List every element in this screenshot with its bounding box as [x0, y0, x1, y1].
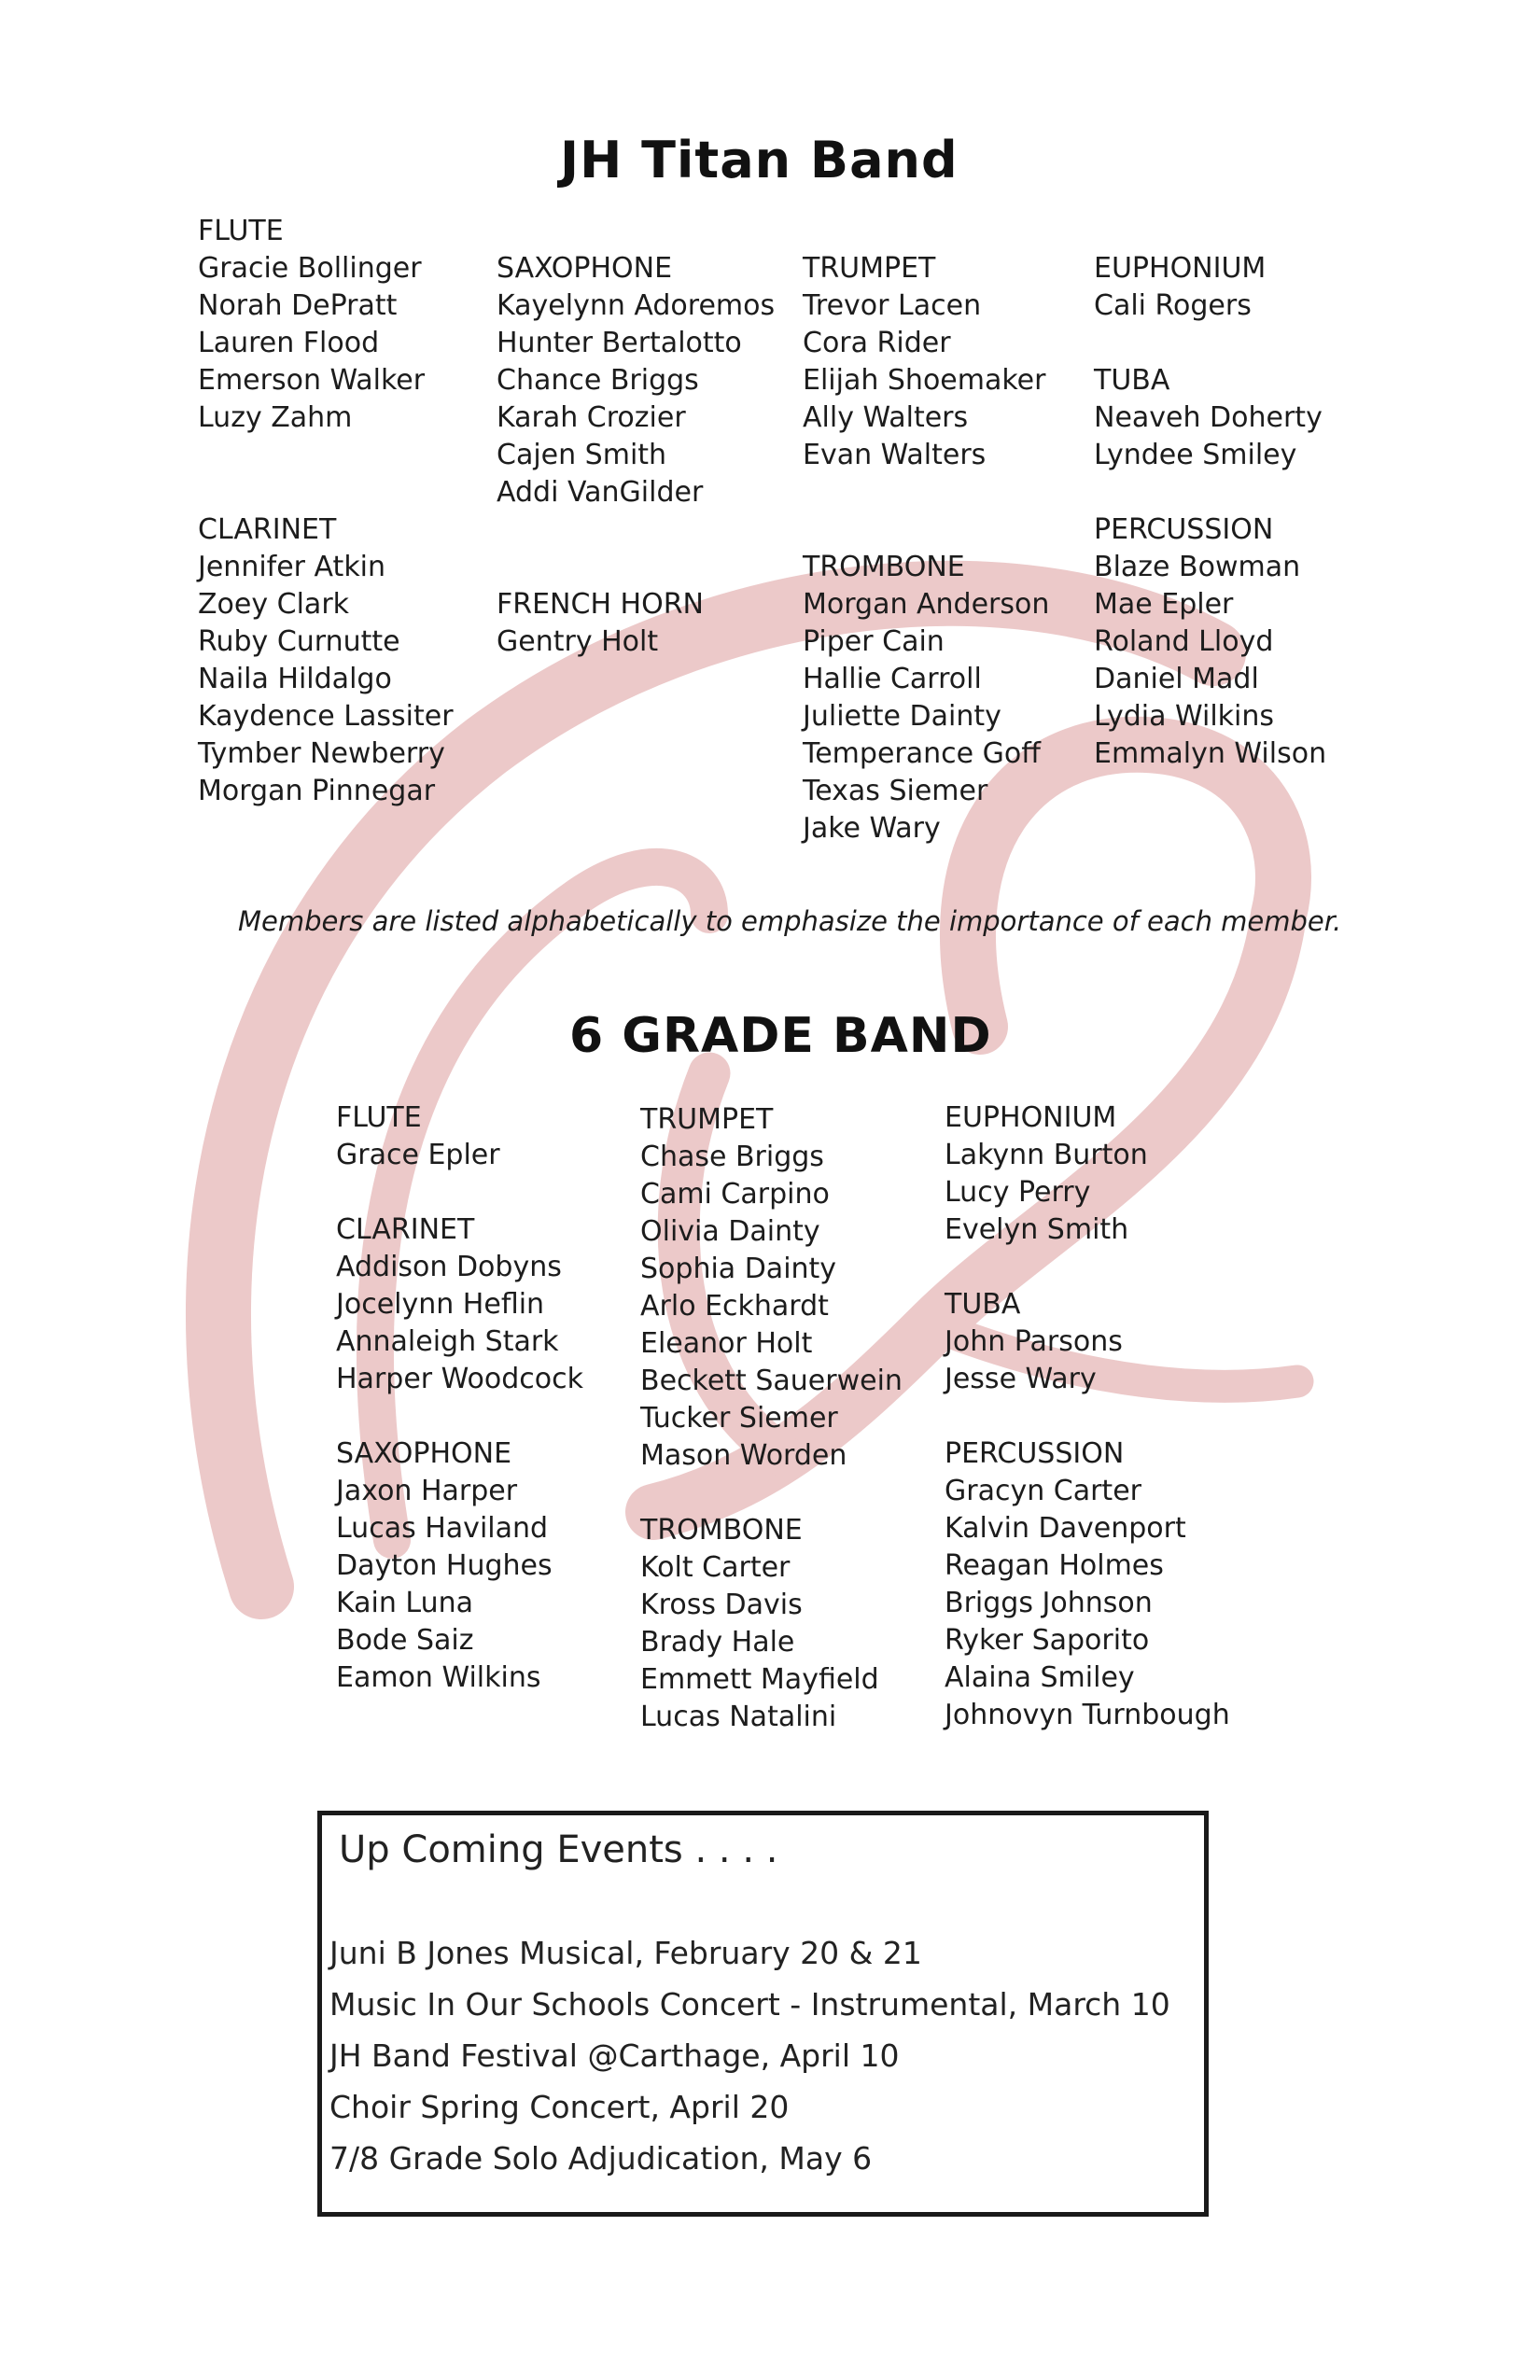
member-name: Bode Saiz [336, 1624, 474, 1657]
spacer [497, 511, 775, 549]
member-name: Kross Davis [640, 1589, 803, 1621]
member-name: Chance Briggs [497, 364, 699, 397]
section-heading: TROMBONE [803, 551, 965, 583]
member-name: Ruby Curnutte [198, 625, 400, 658]
member-name: Lucas Natalini [640, 1701, 837, 1733]
member-name: Emmett Mayfield [640, 1663, 879, 1696]
section-heading: TROMBONE [640, 1514, 803, 1547]
member-name: Annaleigh Stark [336, 1325, 559, 1358]
member-name: Gracie Bollinger [198, 252, 422, 285]
member-name: Chase Briggs [640, 1141, 824, 1173]
upcoming-events-box [317, 1811, 1209, 2217]
member-name: Roland Lloyd [1094, 625, 1274, 658]
member-name: Addi VanGilder [497, 476, 704, 509]
member-name: Luzy Zahm [198, 401, 353, 434]
member-name: Lakynn Burton [945, 1139, 1148, 1171]
grade6_band-column [336, 1099, 583, 1697]
jh-band-title: JH Titan Band [560, 131, 959, 189]
member-name: Harper Woodcock [336, 1363, 584, 1395]
spacer [640, 1475, 903, 1512]
event-item: 7/8 Grade Solo Adjudication, May 6 [329, 2140, 873, 2177]
member-name: Jaxon Harper [336, 1475, 518, 1507]
member-name: Ally Walters [803, 401, 969, 434]
member-name: Jocelynn Heflin [336, 1288, 545, 1321]
section-heading: FLUTE [198, 215, 284, 247]
member-name: Karah Crozier [497, 401, 686, 434]
section-heading: TUBA [1094, 364, 1170, 397]
grade6_band-column [640, 1101, 903, 1736]
member-name: Sophia Dainty [640, 1253, 837, 1285]
events-title: Up Coming Events . . . . [339, 1828, 778, 1871]
member-name: Kolt Carter [640, 1551, 791, 1584]
section-heading: SAXOPHONE [336, 1437, 512, 1470]
member-name: Lauren Flood [198, 327, 380, 359]
section-heading: TRUMPET [640, 1103, 774, 1136]
member-name: Lyndee Smiley [1094, 439, 1297, 471]
member-name: Eamon Wilkins [336, 1661, 541, 1694]
spacer [803, 474, 1049, 511]
member-name: Kaydence Lassiter [198, 700, 454, 733]
spacer [198, 437, 454, 474]
event-item: Music In Our Schools Concert - Instrumental, March 10 [329, 1986, 1170, 2023]
member-name: Elijah Shoemaker [803, 364, 1046, 397]
member-name: Texas Siemer [803, 775, 988, 807]
member-name: Hallie Carroll [803, 663, 982, 695]
member-name: Ryker Saporito [945, 1624, 1150, 1657]
section-heading: PERCUSSION [1094, 513, 1274, 546]
grade6-band-title: 6 GRADE BAND [569, 1008, 992, 1064]
member-name: Gracyn Carter [945, 1475, 1141, 1507]
member-name: Zoey Clark [198, 588, 350, 621]
member-name: Morgan Anderson [803, 588, 1050, 621]
jh_band-column [198, 213, 454, 810]
jh_band-column [497, 250, 775, 661]
member-name: Tymber Newberry [198, 737, 445, 770]
member-name: Beckett Sauerwein [640, 1365, 903, 1397]
member-name: Daniel Madl [1094, 663, 1259, 695]
spacer [336, 1398, 583, 1435]
member-name: Brady Hale [640, 1626, 795, 1659]
spacer [198, 474, 454, 511]
member-name: Cali Rogers [1094, 289, 1252, 322]
section-heading: SAXOPHONE [497, 252, 673, 285]
member-name: Cora Rider [803, 327, 951, 359]
member-name: Jake Wary [803, 812, 941, 845]
member-name: Kain Luna [336, 1587, 474, 1619]
member-name: Morgan Pinnegar [198, 775, 436, 807]
section-heading: EUPHONIUM [945, 1101, 1117, 1134]
section-heading: FLUTE [336, 1101, 422, 1134]
member-name: Temperance Goff [803, 737, 1041, 770]
member-name: Kayelynn Adoremos [497, 289, 776, 322]
member-name: Emerson Walker [198, 364, 426, 397]
member-name: Dayton Hughes [336, 1549, 553, 1582]
grade6_band-column [945, 1099, 1230, 1734]
spacer [1094, 325, 1326, 362]
member-name: Jesse Wary [945, 1363, 1097, 1395]
event-item: Juni B Jones Musical, February 20 & 21 [329, 1935, 922, 1971]
member-name: Alaina Smiley [945, 1661, 1135, 1694]
member-name: Piper Cain [803, 625, 945, 658]
section-heading: TUBA [945, 1288, 1021, 1321]
spacer [945, 1398, 1230, 1435]
event-item: Choir Spring Concert, April 20 [329, 2089, 790, 2125]
spacer [1094, 474, 1326, 511]
section-heading: CLARINET [198, 513, 337, 546]
member-name: Addison Dobyns [336, 1251, 562, 1283]
member-name: Eleanor Holt [640, 1327, 813, 1360]
spacer [336, 1174, 583, 1211]
section-heading: TRUMPET [803, 252, 936, 285]
member-name: Gentry Holt [497, 625, 659, 658]
jh_band-column [1094, 250, 1326, 773]
member-name: Reagan Holmes [945, 1549, 1164, 1582]
member-name: Trevor Lacen [803, 289, 982, 322]
section-heading: CLARINET [336, 1213, 475, 1246]
section-heading: PERCUSSION [945, 1437, 1125, 1470]
member-name: Mae Epler [1094, 588, 1234, 621]
alphabetical-note: Members are listed alphabetically to emphasize the importance of each member. [238, 905, 1342, 937]
member-name: Evan Walters [803, 439, 987, 471]
spacer [497, 549, 775, 586]
member-name: John Parsons [945, 1325, 1123, 1358]
member-name: Neaveh Doherty [1094, 401, 1323, 434]
member-name: Lucy Perry [945, 1176, 1091, 1209]
member-name: Juliette Dainty [803, 700, 1001, 733]
member-name: Briggs Johnson [945, 1587, 1153, 1619]
member-name: Blaze Bowman [1094, 551, 1301, 583]
jh_band-column [803, 250, 1049, 847]
events-list [329, 1927, 1170, 2184]
member-name: Arlo Eckhardt [640, 1290, 829, 1323]
member-name: Olivia Dainty [640, 1215, 820, 1248]
member-name: Mason Worden [640, 1439, 847, 1472]
member-name: Emmalyn Wilson [1094, 737, 1327, 770]
member-name: Norah DePratt [198, 289, 398, 322]
section-heading: EUPHONIUM [1094, 252, 1267, 285]
event-item: JH Band Festival @Carthage, April 10 [329, 2037, 900, 2074]
member-name: Kalvin Davenport [945, 1512, 1186, 1545]
member-name: Lucas Haviland [336, 1512, 549, 1545]
member-name: Johnovyn Turnbough [945, 1699, 1230, 1731]
member-name: Cajen Smith [497, 439, 667, 471]
section-heading: FRENCH HORN [497, 588, 704, 621]
member-name: Evelyn Smith [945, 1213, 1129, 1246]
member-name: Hunter Bertalotto [497, 327, 742, 359]
member-name: Cami Carpino [640, 1178, 830, 1211]
member-name: Jennifer Atkin [198, 551, 386, 583]
member-name: Grace Epler [336, 1139, 500, 1171]
spacer [803, 511, 1049, 549]
member-name: Lydia Wilkins [1094, 700, 1275, 733]
member-name: Naila Hildalgo [198, 663, 392, 695]
spacer [945, 1249, 1230, 1286]
member-name: Tucker Siemer [640, 1402, 838, 1435]
